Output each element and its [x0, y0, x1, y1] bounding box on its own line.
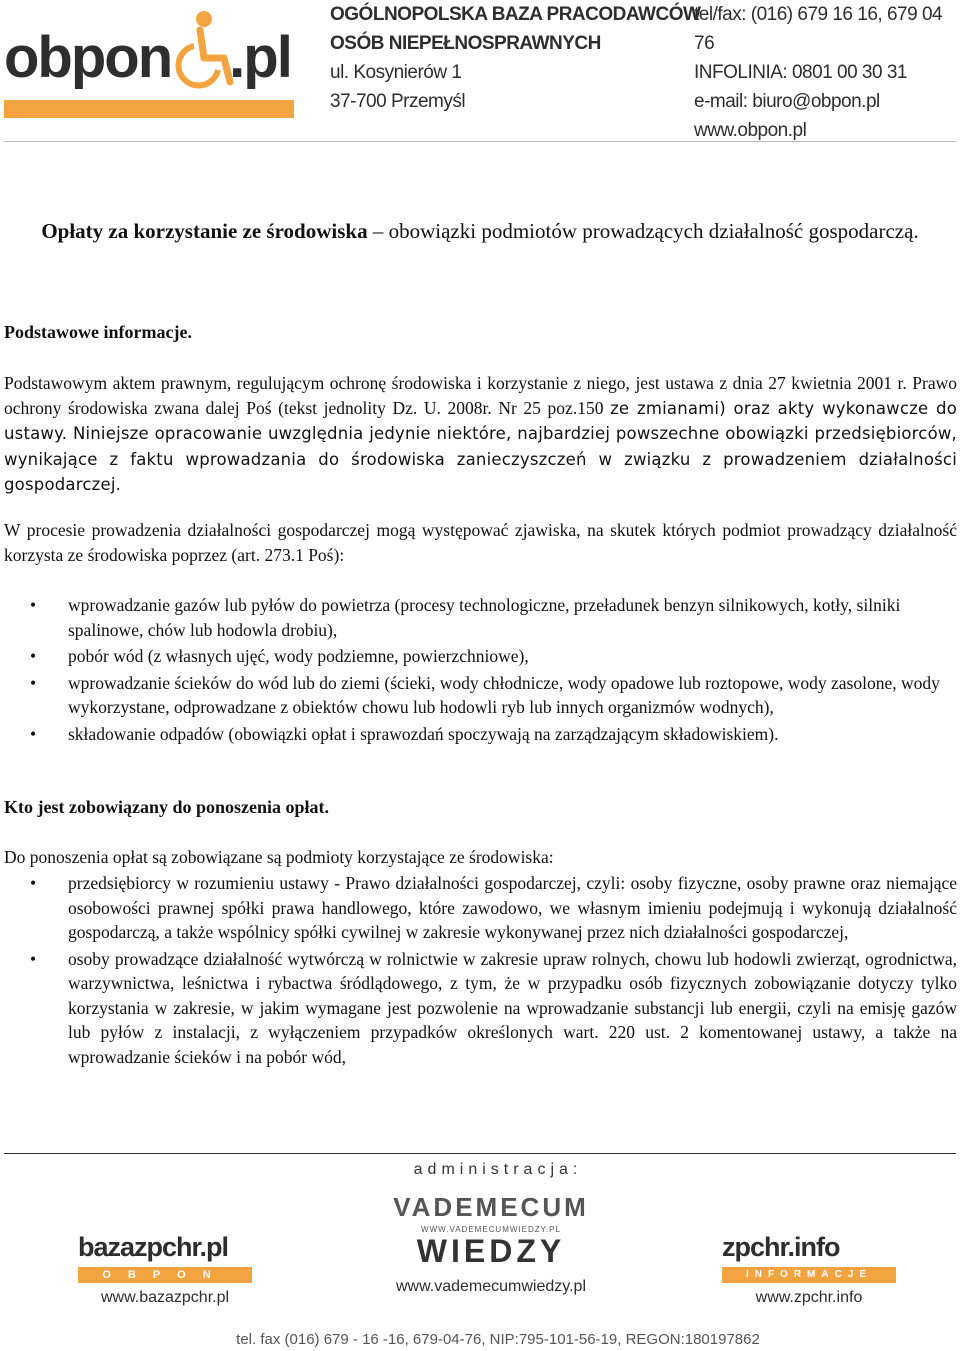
- list-item: • pobór wód (z własnych ujęć, wody podziemne, powierzchniowe),: [30, 646, 529, 666]
- vademecum-logo[interactable]: [386, 1192, 596, 1296]
- obpon-logo[interactable]: [4, 10, 294, 110]
- zpchr-link[interactable]: www.zpchr.info: [755, 1289, 863, 1306]
- header-org-line-2: OSÓB NIEPEŁNOSPRAWNYCH: [330, 33, 601, 54]
- logo-text-left: obpon: [4, 25, 172, 90]
- wheelchair-icon: [174, 10, 236, 90]
- list-item: • osoby prowadzące działalność wytwórczą w rolnictwie w zakresie upraw rolnych, chowu lub hodowli zwierząt, ogrodnictwa, warzywnictwa, leśnictwa i rybactwa śródlądowego, z tym, że w przypadku osób fizycznych zobowiązanie dotyczy tylko korzystania w zakresie, w jakim wymagane jest pozwolenie na wprowadzanie substancji lub energii, czyli na emisję gazów lub pyłów z instalacji, z wyłączeniem przypadków określonych wart. 220 ust. 2 komentowanej ustawy, a także na wprowadzanie ścieków i na pobór wód,: [30, 948, 957, 1067]
- section2-intro: Do ponoszenia opłat są zobowiązane są podmioty korzystające ze środowiska:: [4, 847, 554, 867]
- footer-contact: tel. fax (016) 679 - 16 -16, 679-04-76, NIP:795-101-56-19, REGON:180197862: [236, 1331, 760, 1348]
- logo-accent-bar: [4, 100, 294, 118]
- zpchr-logo[interactable]: zpchr.info INFORMACJE www.zpchr.info: [722, 1232, 896, 1307]
- header-organization: [330, 0, 700, 116]
- section1-bullet-list: [28, 593, 957, 748]
- header-email-link[interactable]: e-mail: biuro@obpon.pl: [694, 91, 880, 112]
- list-item: • przedsiębiorcy w rozumieniu ustawy - Prawo działalności gospodarczej, czyli: osoby fizyczne, osoby prawne oraz niemające osobowości prawnej spółki prawa handlowego, które zawodowo, we własnym imieniu podejmują i wykonują działalność gospodarczą, a także wspólnicy spółki cywilnej w zakresie wykonywanej przez nich działalności gospodarczej,: [30, 873, 957, 942]
- header-hotline: INFOLINIA: 0801 00 30 31: [694, 62, 907, 83]
- vademecum-top: VADEMECUM: [393, 1192, 589, 1222]
- section2-bullet-list: [28, 871, 957, 1071]
- footer-divider: [4, 1153, 956, 1154]
- logo-text-right: .pl: [229, 25, 291, 90]
- header-phone: tel/fax: (016) 679 16 16, 679 04 76: [694, 4, 943, 54]
- section1-paragraph-1: Podstawowym aktem prawnym, regulującym ochronę środowiska i korzystanie z niego, jest ustawa z dnia 27 kwietnia 2001 r. Prawo ochrony środowiska zwana dalej Poś (tekst jednolity Dz. U. 2008r. Nr 25 poz.150 ze zmianami) oraz akty wykonawcze do ustawy. Niniejsze opracowanie uwzględnia jedynie niektóre, najbardziej powszechne obowiązki przedsiębiorców, wynikające z faktu wprowadzania do środowiska zanieczyszczeń w związku z prowadzeniem działalności gospodarczej.: [4, 373, 957, 494]
- vademecum-small: WWW.VADEMECUMWIEDZY.PL: [421, 1225, 561, 1234]
- bazazpchr-logo[interactable]: bazazpchr.pl OBPON www.bazazpchr.pl: [78, 1232, 252, 1307]
- list-item: • wprowadzanie gazów lub pyłów do powietrza (procesy technologiczne, przeładunek benzyn silnikowych, kotły, silniki spalinowe, chów lub hodowla drobiu),: [30, 595, 901, 640]
- section2-heading: Kto jest zobowiązany do ponoszenia opłat.: [4, 797, 330, 817]
- header-address-street: ul. Kosynierów 1: [330, 62, 462, 83]
- header-website-link[interactable]: www.obpon.pl: [694, 120, 807, 141]
- section1-paragraph-2: W procesie prowadzenia działalności gospodarczej mogą występować zjawiska, na skutek których podmiot prowadzący działalność korzysta ze środowiska poprzez (art. 273.1 Poś):: [4, 520, 957, 565]
- title-bold: Opłaty za korzystanie ze środowiska: [41, 219, 368, 243]
- page-title: [4, 216, 956, 246]
- page-header: [0, 0, 960, 141]
- zpchr-strip: INFORMACJE: [722, 1267, 896, 1283]
- header-org-line-1: OGÓLNOPOLSKA BAZA PRACODAWCÓW: [330, 4, 701, 25]
- section1-heading: Podstawowe informacje.: [4, 322, 192, 342]
- vademecum-link[interactable]: www.vademecumwiedzy.pl: [396, 1278, 586, 1295]
- header-contact: [694, 0, 960, 145]
- list-item: • wprowadzanie ścieków do wód lub do ziemi (ścieki, wody chłodnicze, wody opadowe lub roztopowe, wody zasolone, wody wykorzystane, odprowadzane z obiektów chowu lub hodowli ryb lub innych organizmów wodnych),: [30, 672, 940, 717]
- bazazpchr-strip: OBPON: [78, 1267, 252, 1283]
- list-item: • składowanie odpadów (obowiązki opłat i sprawozdań spoczywają na zarządzającym składowiskiem).: [30, 723, 779, 744]
- header-divider: [4, 141, 956, 142]
- footer-admin-label: administracja:: [413, 1161, 583, 1178]
- title-rest: – obowiązki podmiotów prowadzących działalność gospodarczą.: [367, 219, 919, 243]
- bazazpchr-link[interactable]: www.bazazpchr.pl: [100, 1289, 230, 1306]
- vademecum-bottom: WIEDZY: [416, 1233, 566, 1269]
- header-address-city: 37-700 Przemyśl: [330, 91, 466, 112]
